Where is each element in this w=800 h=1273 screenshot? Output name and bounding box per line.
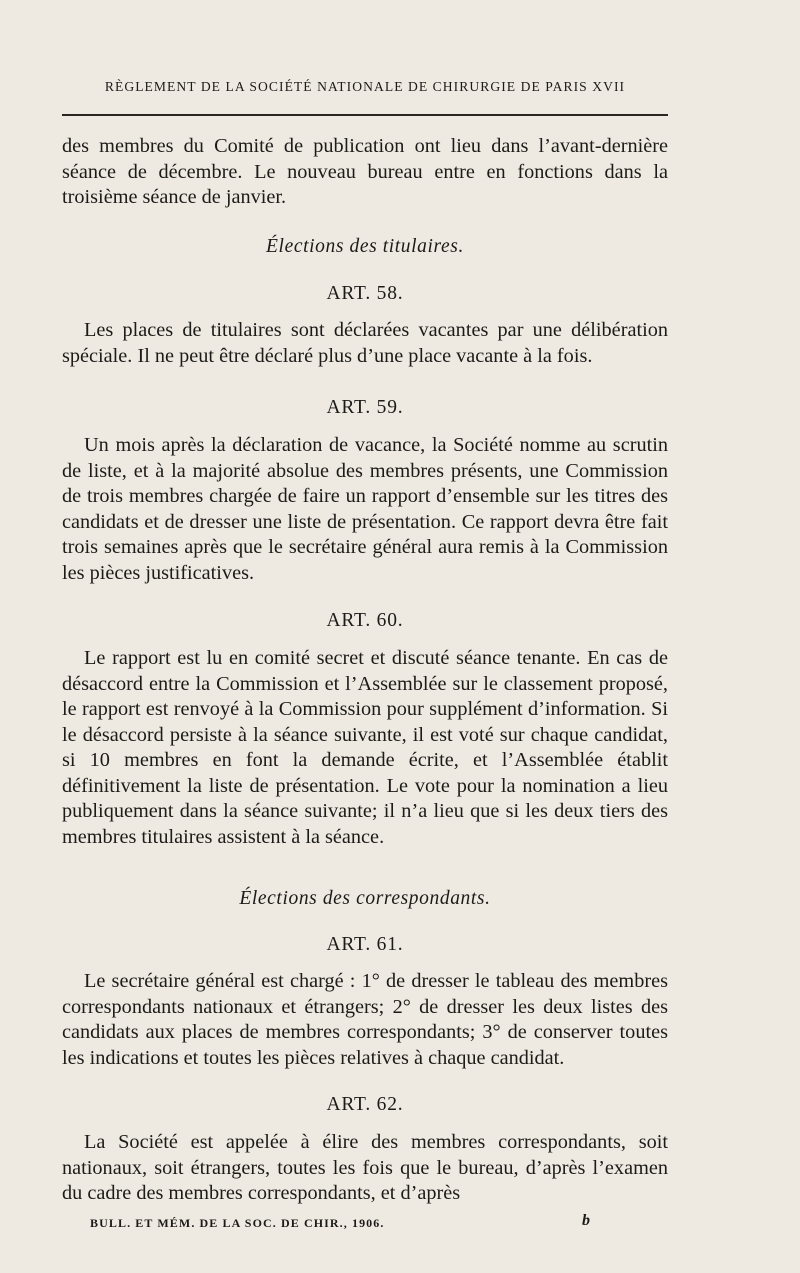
footer-signature-mark: b	[582, 1212, 590, 1229]
running-header: RÈGLEMENT DE LA SOCIÉTÉ NATIONALE DE CHIRURGIE DE PARIS XVII	[104, 79, 626, 94]
article-59-heading: ART. 59.	[326, 397, 404, 418]
footer-journal-reference: BULL. ET MÉM. DE LA SOC. DE CHIR., 1906.	[90, 1216, 385, 1230]
article-60-text: Le rapport est lu en comité secret et discuté séance tenante. En cas de désaccord entre la Commission et l’Assemblée sur le classement proposé, le rapport est renvoyé à la Commission pour supplément d’information. Si le désaccord persiste à la séance suivante, il est voté sur chaque candidat, si 10 membres en font la demande écrite, et l’Assemblée établit définitivement la liste de présentation. Le vote pour la nomination a lieu publiquement dans la séance suivante; il n’a lieu que si les deux tiers des membres titulaires assistent à la séance.	[62, 647, 668, 848]
header-rule	[62, 114, 668, 116]
article-60-heading: ART. 60.	[326, 610, 404, 631]
intro-paragraph: des membres du Comité de publication ont lieu dans l’avant-dernière séance de décembre. Le nouveau bureau entre en fonctions dans la troisième séance de janvier.	[62, 135, 668, 208]
section-heading-titulaires: Élections des titulaires.	[266, 236, 464, 257]
article-61-text: Le secrétaire général est chargé : 1° de dresser le tableau des membres correspondants nationaux et étrangers; 2° de dresser les deux listes des candidats aux places de membres correspondants; 3° de conserver toutes les indications et toutes les pièces relatives à chaque candidat.	[62, 970, 668, 1069]
article-62-heading: ART. 62.	[326, 1094, 404, 1115]
article-58-text: Les places de titulaires sont déclarées vacantes par une délibération spéciale. Il ne peut être déclaré plus d’une place vacante à la fois.	[62, 319, 668, 367]
section-heading-correspondants: Élections des correspondants.	[239, 888, 491, 909]
article-62-text: La Société est appelée à élire des membres correspondants, soit nationaux, soit étrangers, toutes les fois que le bureau, d’après l’examen du cadre des membres correspondants, et d’après	[62, 1131, 668, 1204]
article-58-heading: ART. 58.	[326, 283, 404, 304]
article-61-heading: ART. 61.	[326, 934, 404, 955]
article-59-text: Un mois après la déclaration de vacance, la Société nomme au scrutin de liste, et à la majorité absolue des membres présents, une Commission de trois membres chargée de faire un rapport d’ensemble sur les titres des candidats et de dresser une liste de présentation. Ce rapport devra être fait trois semaines après que le secrétaire général aura remis à la Commission les pièces justificatives.	[62, 434, 668, 584]
